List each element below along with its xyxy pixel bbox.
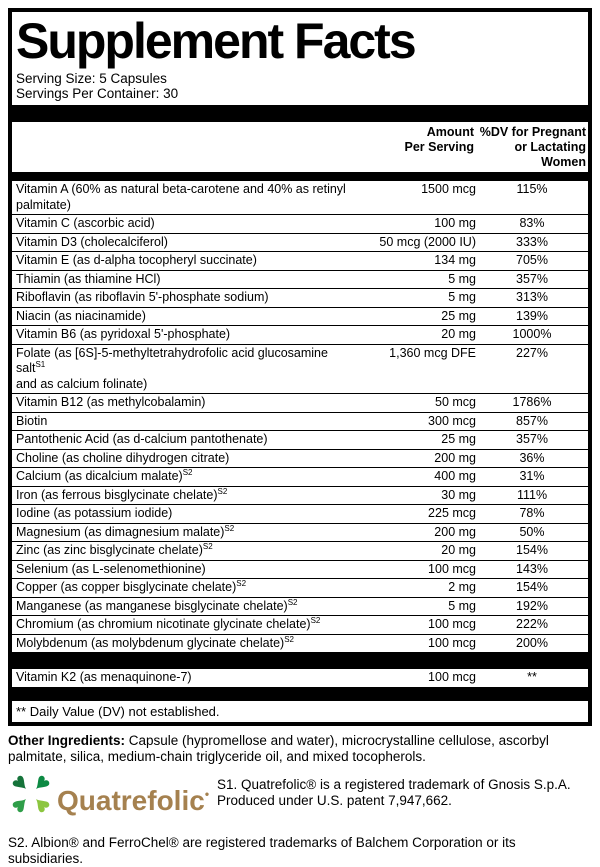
column-headers xyxy=(12,122,588,172)
quatrefolic-wordmark: Quatrefolic• xyxy=(57,784,210,816)
table-row xyxy=(12,233,588,252)
nutrient-name: Vitamin K2 (as menaquinone-7) xyxy=(16,670,192,684)
nutrient-dv: 313% xyxy=(516,290,548,304)
panel-title: Supplement Facts xyxy=(16,13,415,69)
nutrient-name: Vitamin E (as d-alpha tocopheryl succinate) xyxy=(16,253,257,267)
nutrient-name: Vitamin D3 (cholecalciferol) xyxy=(16,234,168,249)
table-row xyxy=(12,214,588,233)
nutrient-name: Iodine (as potassium iodide) xyxy=(16,506,173,520)
nutrient-name: Folate (as [6S]-5-methyltetrahydrofolic acid glucosamine salt$^{S1}$ and as calcium folinate) xyxy=(12,346,354,393)
nutrient-name: Niacin (as niacinamide) xyxy=(16,308,146,323)
nutrient-name: Vitamin B6 (as pyridoxal 5'-phosphate) xyxy=(16,327,231,341)
nutrient-amount: 1500 mcg xyxy=(421,182,476,196)
nutrient-amount: 200 mg xyxy=(434,450,476,465)
nutrient-amount: 100 mcg xyxy=(428,617,476,631)
nutrient-dv: 192% xyxy=(516,598,548,613)
s2-trademark-note: S2. Albion® and FerroChel® are registered trademarks of Balchem Corporation or its subsidiaries. xyxy=(8,834,516,866)
clover-leaf-icon: ♥ xyxy=(4,767,36,798)
table-row xyxy=(12,412,588,431)
section-divider xyxy=(12,172,588,181)
footnote-marker: S1 xyxy=(35,359,46,369)
nutrient-amount: 2 mg xyxy=(448,580,476,594)
footnote-marker: S2 xyxy=(284,634,294,644)
nutrient-dv: 357% xyxy=(516,432,548,446)
nutrient-dv: ** xyxy=(527,670,537,684)
footnote-marker: S2 xyxy=(217,486,228,496)
table-row xyxy=(12,578,588,597)
nutrient-dv: 222% xyxy=(516,617,548,631)
amount-column-header: Amount Per Serving xyxy=(404,125,474,154)
nutrient-name: Manganese (as manganese bisglycinate chelate)$^{S2}$ xyxy=(16,597,298,613)
nutrient-name-line2: and as calcium folinate) xyxy=(16,376,148,391)
nutrient-amount: 200 mg xyxy=(434,524,476,539)
table-row xyxy=(12,307,588,326)
nutrient-name: Iron (as ferrous bisglycinate chelate)$^{S2}$ xyxy=(16,486,228,502)
s1-trademark-note: S1. Quatrefolic® is a registered trademark of Gnosis S.p.A. Produced under U.S. patent 7,947,662. xyxy=(217,776,571,808)
table-row xyxy=(12,486,588,505)
table-row xyxy=(12,393,588,412)
nutrient-dv: 357% xyxy=(516,271,548,286)
nutrient-dv: 1786% xyxy=(512,395,552,409)
nutrient-amount: 20 mg xyxy=(441,543,476,557)
nutrient-amount: 300 mcg xyxy=(428,413,476,428)
nutrient-amount: 30 mg xyxy=(441,487,476,502)
nutrient-amount: 100 mcg xyxy=(428,670,476,684)
table-row xyxy=(12,467,588,486)
nutrient-name: Biotin xyxy=(16,413,48,428)
table-row xyxy=(12,560,588,579)
serving-size: Serving Size: 5 Capsules xyxy=(16,71,167,86)
nutrient-name: Choline (as choline dihydrogen citrate) xyxy=(16,450,230,465)
table-row xyxy=(12,181,588,214)
nutrient-amount: 5 mg xyxy=(448,598,476,613)
quatrefolic-section xyxy=(4,767,592,823)
nutrient-amount: 25 mg xyxy=(441,432,476,446)
table-row xyxy=(12,430,588,449)
nutrient-name: Chromium (as chromium nicotinate glycinate chelate)$^{S2}$ xyxy=(16,615,321,631)
footnote-marker: S2 xyxy=(182,467,193,477)
table-row xyxy=(12,504,588,523)
nutrient-name: Selenium (as L-selenomethionine) xyxy=(16,561,206,576)
table-row xyxy=(12,597,588,616)
table-row xyxy=(12,669,588,687)
nutrient-dv: 115% xyxy=(516,182,548,196)
clover-logo-icon xyxy=(4,767,58,820)
nutrient-name: Molybdenum (as molybdenum glycinate chelate)$^{S2}$ xyxy=(16,634,294,650)
table-row xyxy=(12,325,588,344)
nutrient-dv: 227% xyxy=(516,345,548,360)
table-row xyxy=(12,344,588,394)
nutrient-amount: 50 mcg xyxy=(435,395,476,409)
nutrient-name: Vitamin C (ascorbic acid) xyxy=(16,216,155,230)
serving-info xyxy=(12,67,588,105)
nutrient-dv: 111% xyxy=(516,487,548,502)
nutrient-amount: 225 mcg xyxy=(428,506,476,520)
servings-per-container: Servings Per Container: 30 xyxy=(16,86,179,101)
section-divider xyxy=(12,652,588,669)
nutrient-dv: 139% xyxy=(516,308,548,323)
nutrient-name: Magnesium (as dimagnesium malate)$^{S2}$ xyxy=(16,523,235,539)
nutrient-dv: 143% xyxy=(516,561,548,576)
nutrient-amount: 100 mcg xyxy=(428,561,476,576)
nutrient-amount: 20 mg xyxy=(441,327,476,341)
nutrient-name: Pantothenic Acid (as d-calcium pantothenate) xyxy=(16,432,268,446)
dv-column-header: %DV for Pregnant or Lactating Women xyxy=(479,125,586,169)
nutrient-dv: 857% xyxy=(516,413,548,428)
nutrient-dv: 705% xyxy=(516,253,548,267)
nutrient-dv: 31% xyxy=(519,469,545,483)
nutrient-dv: 200% xyxy=(516,635,548,650)
k2-row-container xyxy=(12,669,588,687)
nutrient-name: Zinc (as zinc bisglycinate chelate)$^{S2}$ xyxy=(16,541,213,557)
wordmark-dot: • xyxy=(204,786,210,801)
nutrient-amount: 134 mg xyxy=(434,253,476,267)
nutrient-dv: 83% xyxy=(519,216,545,230)
nutrient-dv: 333% xyxy=(516,234,548,249)
nutrient-name: Vitamin A (60% as natural beta-carotene and 40% as retinyl palmitate) xyxy=(16,182,346,212)
nutrient-dv: 50% xyxy=(519,524,545,539)
clover-leaf-icon: ♥ xyxy=(4,789,36,820)
table-row xyxy=(12,615,588,634)
nutrient-amount: 5 mg xyxy=(448,290,476,304)
footnote-marker: S2 xyxy=(236,578,247,588)
other-ingredients xyxy=(8,733,592,765)
nutrient-rows xyxy=(12,181,588,652)
table-row xyxy=(12,251,588,270)
nutrient-dv: 1000% xyxy=(512,327,552,341)
other-ingredients-text: Capsule (hypromellose and water), microcrystalline cellulose, ascorbyl palmitate, silica, medium-chain triglyceride oil, and mixed tocopherols. xyxy=(8,732,549,764)
section-divider xyxy=(12,105,588,122)
clover-leaf-icon: ♥ xyxy=(26,767,58,798)
nutrient-amount: 100 mg xyxy=(434,216,476,230)
nutrient-amount: 50 mcg (2000 IU) xyxy=(379,234,476,249)
table-row xyxy=(12,634,588,653)
footnote-marker: S2 xyxy=(224,523,235,533)
nutrient-dv: 154% xyxy=(516,580,548,594)
footnote-marker: S2 xyxy=(287,597,298,607)
nutrient-amount: 400 mg xyxy=(434,469,476,483)
nutrient-name: Thiamin (as thiamine HCl) xyxy=(16,271,161,286)
other-ingredients-label: Other Ingredients: xyxy=(8,732,126,748)
table-row xyxy=(12,523,588,542)
nutrient-dv: 154% xyxy=(516,543,548,557)
nutrient-amount: 5 mg xyxy=(448,271,476,286)
table-row xyxy=(12,541,588,560)
nutrient-amount: 100 mcg xyxy=(428,635,476,650)
footnote-marker: S2 xyxy=(202,541,213,551)
nutrient-amount: 25 mg xyxy=(441,308,476,323)
table-row xyxy=(12,449,588,468)
supplement-facts-panel xyxy=(8,8,592,726)
nutrient-name: Copper (as copper bisglycinate chelate)$^{S2}$ xyxy=(16,578,247,594)
clover-leaf-icon: ♥ xyxy=(26,789,58,820)
table-row xyxy=(12,288,588,307)
nutrient-name: Vitamin B12 (as methylcobalamin) xyxy=(16,395,206,409)
nutrient-dv: 36% xyxy=(519,450,545,465)
nutrient-name: Riboflavin (as riboflavin 5'-phosphate sodium) xyxy=(16,290,269,304)
footnote-marker: S2 xyxy=(310,615,321,625)
dv-footnote: ** Daily Value (DV) not established. xyxy=(16,703,220,719)
nutrient-dv: 78% xyxy=(519,506,545,520)
nutrient-name: Calcium (as dicalcium malate)$^{S2}$ xyxy=(16,467,193,483)
table-row xyxy=(12,270,588,289)
nutrient-amount: 1,360 mcg DFE xyxy=(389,345,476,360)
section-divider xyxy=(12,687,588,701)
